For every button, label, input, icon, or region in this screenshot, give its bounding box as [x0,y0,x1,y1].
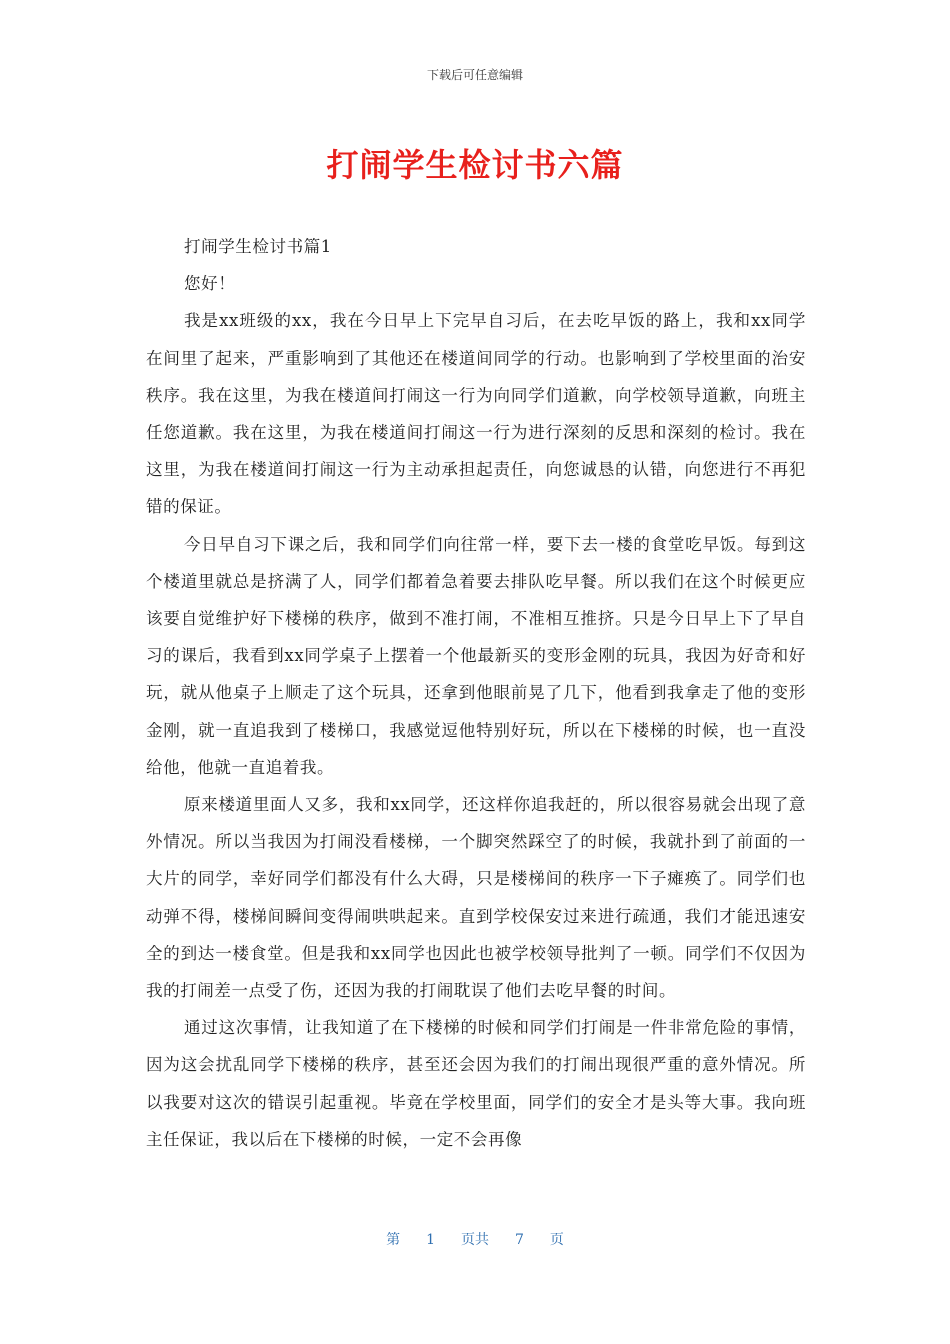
salutation: 您好！ [184,274,236,294]
page-header-note: 下载后可任意编辑 [426,68,523,82]
footer-total-pages: 7 [515,1232,524,1248]
body-paragraph: 原来楼道里面人又多，我和xx同学，还这样你追我赶的，所以很容易就会出现了意外情况。所以当我因为打闹没看楼梯，一个脚突然踩空了的时候，我就扑到了前面的一大片的同学，幸好同学们都没有什么大碍，只是楼梯间的秩序一下子瘫痪了。同学们也动弹不得，楼梯间瞬间变得闹哄哄起来。直到学校保安过来进行疏通，我们才能迅速安全的到达一楼食堂。但是我和xx同学也因此也被学校领导批判了一顿。同学们不仅因为我的打闹差一点受了伤，还因为我的打闹耽误了他们去吃早餐的时间。 [146,795,806,1001]
body-paragraph: 通过这次事情，让我知道了在下楼梯的时候和同学们打闹是一件非常危险的事情，因为这会扰乱同学下楼梯的秩序，甚至还会因为我们的打闹出现很严重的意外情况。所以我要对这次的错误引起重视。毕竟在学校里面，同学们的安全才是头等大事。我向班主任保证，我以后在下楼梯的时候，一定不会再像 [146,1018,806,1149]
footer-suffix: 页 [549,1232,564,1248]
footer-middle: 页共 [461,1232,489,1248]
section-heading: 打闹学生检讨书篇1 [184,237,332,256]
footer-current-page: 1 [426,1232,435,1248]
document-body [146,228,806,1158]
page-footer [0,1229,950,1249]
footer-prefix: 第 [386,1232,401,1248]
body-paragraph: 今日早自习下课之后，我和同学们向往常一样，要下去一楼的食堂吃早饭。每到这个楼道里就总是挤满了人，同学们都着急着要去排队吃早餐。所以我们在这个时候更应该要自觉维护好下楼梯的秩序，做到不准打闹，不准相互推挤。只是今日早上下了早自习的课后，我看到xx同学桌子上摆着一个他最新买的变形金刚的玩具，我因为好奇和好玩，就从他桌子上顺走了这个玩具，还拿到他眼前晃了几下，他看到我拿走了他的变形金刚，就一直追我到了楼梯口，我感觉逗他特别好玩，所以在下楼梯的时候，也一直没给他，他就一直追着我。 [146,534,806,777]
body-paragraph: 我是xx班级的xx，我在今日早上下完早自习后，在去吃早饭的路上，我和xx同学在间里了起来，严重影响到了其他还在楼道间同学的行动。也影响到了学校里面的治安秩序。我在这里，为我在楼道间打闹这一行为向同学们道歉，向学校领导道歉，向班主任您道歉。我在这里，为我在楼道间打闹这一行为进行深刻的反思和深刻的检讨。我在这里，为我在楼道间打闹这一行为主动承担起责任，向您诚恳的认错，向您进行不再犯错的保证。 [146,311,806,517]
document-title: 打闹学生检讨书六篇 [326,146,624,184]
